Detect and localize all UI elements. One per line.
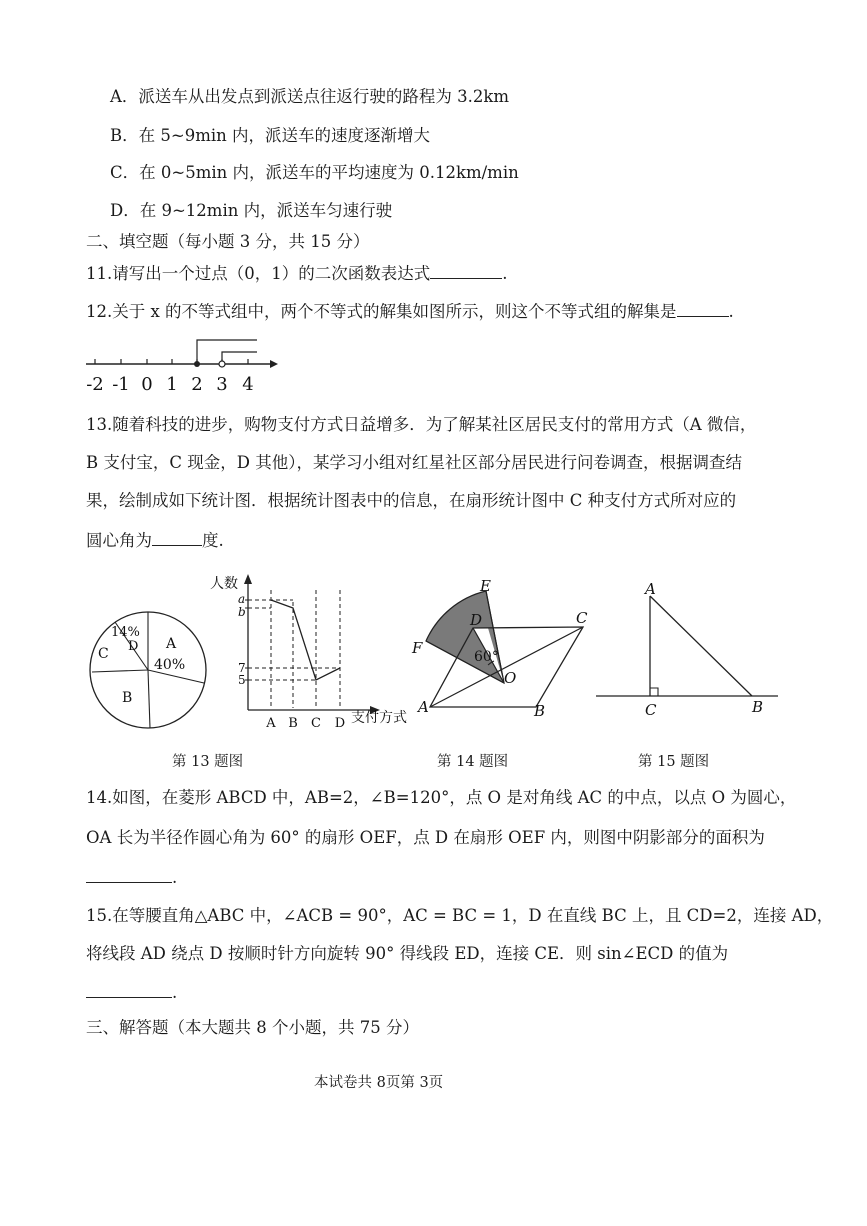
line-chart-xlabel: 支付方式 xyxy=(351,710,407,726)
line-chart-x-d: D xyxy=(334,716,346,731)
line-chart-y-a: a xyxy=(238,592,246,606)
fig15-label-b: B xyxy=(752,698,764,716)
pie-label-a: A xyxy=(166,636,177,652)
pie-label-b: B xyxy=(122,690,133,706)
fig14-angle: 60° xyxy=(474,649,499,665)
fig15-label-a: A xyxy=(645,580,656,598)
tick-label-neg1: -1 xyxy=(112,374,130,395)
fig14-label-a: A xyxy=(418,698,429,716)
question-12 xyxy=(86,300,734,323)
fig14-label-f: F xyxy=(412,639,423,657)
q14-line3 xyxy=(86,866,177,889)
tick-label-0: 0 xyxy=(141,374,153,395)
tick-label-1: 1 xyxy=(166,374,178,395)
line-chart-y-7: 7 xyxy=(238,661,246,675)
q14-line1: 14.如图，在菱形 ABCD 中，AB=2，∠B=120°，点 O 是对角线 AC 的中点，以点 O 为圆心， xyxy=(86,788,797,807)
section-3-heading: 三、解答题（本大题共 8 个小题，共 75 分） xyxy=(86,1018,419,1037)
q14-line2: OA 长为半径作圆心角为 60° 的扇形 OEF，点 D 在扇形 OEF 内，则图中阴影部分的面积为 xyxy=(86,828,765,847)
line-chart-x-a: A xyxy=(266,716,276,731)
pie-label-a-pct: 40% xyxy=(154,657,186,673)
q13-line3: 果，绘制成如下统计图．根据统计图表中的信息，在扇形统计图中 C 种支付方式所对应的 xyxy=(86,491,737,510)
q12-text: 12.关于 x 的不等式组中，两个不等式的解集如图所示，则这个不等式组的解集是 xyxy=(86,302,677,321)
tick-label-4: 4 xyxy=(242,374,254,395)
number-line xyxy=(82,334,282,398)
caption-fig15: 第 15 题图 xyxy=(638,754,710,770)
line-chart-x-c: C xyxy=(311,716,321,731)
q11-blank[interactable] xyxy=(430,262,502,279)
q15-blank[interactable] xyxy=(86,981,172,998)
q15-end: . xyxy=(172,983,178,1002)
line-chart-y-b: b xyxy=(238,605,246,619)
caption-fig14: 第 14 题图 xyxy=(437,754,509,770)
pie-label-c: C xyxy=(98,646,109,662)
q12-end: . xyxy=(728,302,734,321)
q11-end: . xyxy=(502,264,508,283)
q14-blank[interactable] xyxy=(86,866,172,883)
option-b: B．在 5~9min 内，派送车的速度逐渐增大 xyxy=(110,126,430,145)
option-a: A．派送车从出发点到派送点往返行驶的路程为 3.2km xyxy=(110,87,510,106)
fig14-label-b: B xyxy=(534,702,546,720)
line-chart-ylabel: 人数 xyxy=(210,576,238,592)
q13-end: 度. xyxy=(202,531,224,550)
line-chart-x-b: B xyxy=(288,716,298,731)
figure-15 xyxy=(592,578,782,723)
q13-line1: 13.随着科技的进步，购物支付方式日益增多．为了解某社区居民支付的常用方式（A 微信， xyxy=(86,415,757,434)
tick-label-2: 2 xyxy=(191,374,203,395)
pie-label-d: D xyxy=(128,639,139,654)
fig14-label-e: E xyxy=(480,577,491,595)
q15-line3 xyxy=(86,981,177,1004)
caption-fig13: 第 13 题图 xyxy=(172,754,244,770)
section-2-heading: 二、填空题（每小题 3 分，共 15 分） xyxy=(86,232,370,251)
q13-line4 xyxy=(86,529,224,552)
q13-text: 圆心角为 xyxy=(86,531,152,550)
line-chart-y-5: 5 xyxy=(238,673,246,687)
tick-label-neg2: -2 xyxy=(86,374,104,395)
q11-text: 11.请写出一个过点（0，1）的二次函数表达式 xyxy=(86,264,431,283)
q15-line2: 将线段 AD 绕点 D 按顺时针方向旋转 90° 得线段 ED，连接 CE．则 sin∠ECD 的值为 xyxy=(86,944,729,963)
figure-14 xyxy=(408,575,608,725)
option-d: D．在 9~12min 内，派送车匀速行驶 xyxy=(110,201,393,220)
q13-blank[interactable] xyxy=(152,529,202,546)
question-11 xyxy=(86,262,508,285)
pie-chart xyxy=(88,600,208,740)
fig14-label-d: D xyxy=(470,611,483,629)
option-c: C．在 0~5min 内，派送车的平均速度为 0.12km/min xyxy=(110,163,519,182)
q15-line1: 15.在等腰直角△ABC 中，∠ACB = 90°，AC = BC = 1，D 在直线 BC 上，且 CD=2，连接 AD， xyxy=(86,906,834,925)
q14-end: . xyxy=(172,868,178,887)
fig15-label-c: C xyxy=(645,701,657,719)
tick-label-3: 3 xyxy=(216,374,228,395)
fig14-label-o: O xyxy=(504,669,517,687)
q12-blank[interactable] xyxy=(677,300,729,317)
fig14-label-c: C xyxy=(576,609,588,627)
page-footer: 本试卷共 8页第 3页 xyxy=(314,1075,444,1091)
pie-label-d-pct: 14% xyxy=(111,625,140,640)
q13-line2: B 支付宝，C 现金，D 其他），某学习小组对红星社区部分居民进行问卷调查，根据调查结 xyxy=(86,453,742,472)
